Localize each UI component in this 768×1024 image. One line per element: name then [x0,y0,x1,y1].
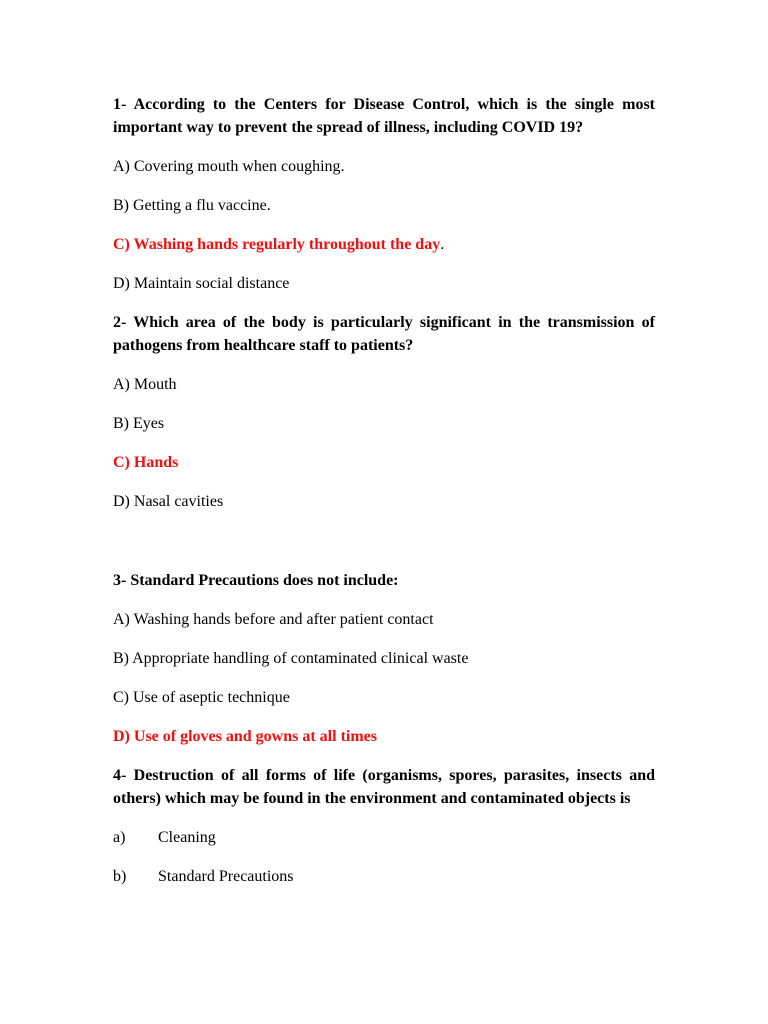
question-4-option-b [113,865,655,888]
question-3-option-b: B) Appropriate handling of contaminated clinical waste [113,650,469,667]
answer-period: . [440,236,445,253]
question-2-option-d: D) Nasal cavities [113,493,224,510]
question-3-option-c: C) Use of aseptic technique [113,689,290,706]
question-1-option-b: B) Getting a flu vaccine. [113,197,271,214]
question-3-option-a: A) Washing hands before and after patient contact [113,611,434,628]
question-1-option-c-answer [113,233,655,256]
option-text: Cleaning [158,829,216,846]
option-letter: a) [113,829,126,846]
option-text: Standard Precautions [158,868,294,885]
answer-text: C) Washing hands regularly throughout the day [113,236,441,253]
question-2-stem: 2- Which area of the body is particularly significant in the transmission of pathogens from healthcare staff to patients? [113,314,655,354]
question-1-option-a: A) Covering mouth when coughing. [113,158,345,175]
question-3-stem: 3- Standard Precautions does not include: [113,572,399,589]
question-4-option-a [113,826,655,849]
question-2-option-c-answer: C) Hands [113,454,179,471]
question-3-option-d-answer: D) Use of gloves and gowns at all times [113,728,377,745]
question-4-stem: 4- Destruction of all forms of life (organisms, spores, parasites, insects and others) which may be found in the environment and contaminated objects is [113,767,655,807]
question-2-option-a: A) Mouth [113,376,177,393]
question-1-stem: 1- According to the Centers for Disease Control, which is the single most important way to prevent the spread of illness, including COVID 19? [113,96,655,136]
question-2-option-b: B) Eyes [113,415,165,432]
option-letter: b) [113,868,127,885]
question-1-option-d: D) Maintain social distance [113,275,290,292]
